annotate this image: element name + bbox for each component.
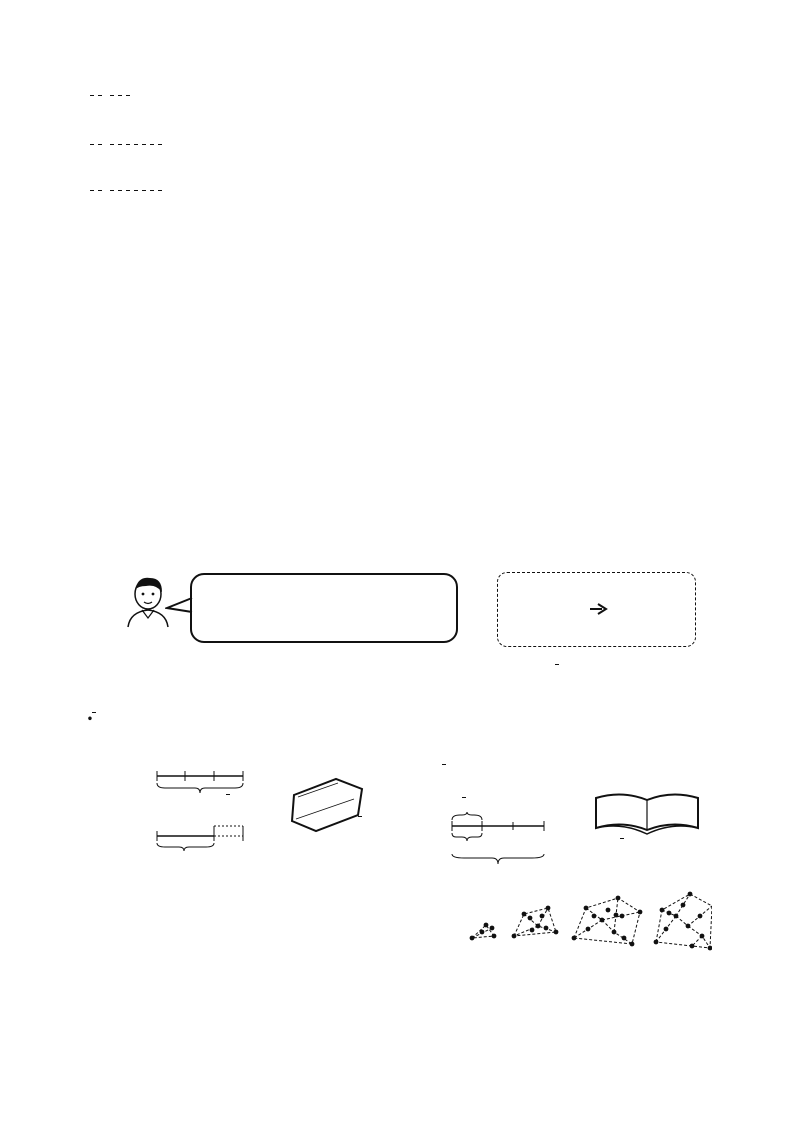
q9-text (90, 712, 98, 713)
fraction (126, 95, 130, 96)
ruler-diagram-a (120, 372, 295, 432)
equation-1 (88, 95, 132, 96)
dot-pattern-figures (462, 888, 712, 968)
speech-bubble (190, 573, 458, 643)
q8-option-d (553, 664, 561, 665)
ate-text (356, 816, 364, 817)
fraction (110, 95, 114, 96)
fraction (90, 95, 94, 96)
ruler-diagram-b (428, 372, 603, 432)
rope-text (440, 764, 448, 765)
equation-2 (88, 144, 164, 145)
circle-to-trapezoid-box (497, 572, 696, 647)
ruler-diagram-d (428, 442, 603, 502)
flour-bag-icon (288, 775, 368, 835)
rope-bar-model (448, 812, 548, 870)
fraction (118, 95, 122, 96)
circle-trapezoid-illustration (498, 573, 695, 646)
fraction (98, 95, 102, 96)
ruler-diagram-c (120, 442, 295, 502)
arrow-icon (590, 604, 606, 614)
equation-3-row (88, 190, 164, 191)
open-book-icon (592, 790, 702, 836)
bar-model-a (155, 766, 245, 852)
book-remain-text (618, 838, 626, 839)
